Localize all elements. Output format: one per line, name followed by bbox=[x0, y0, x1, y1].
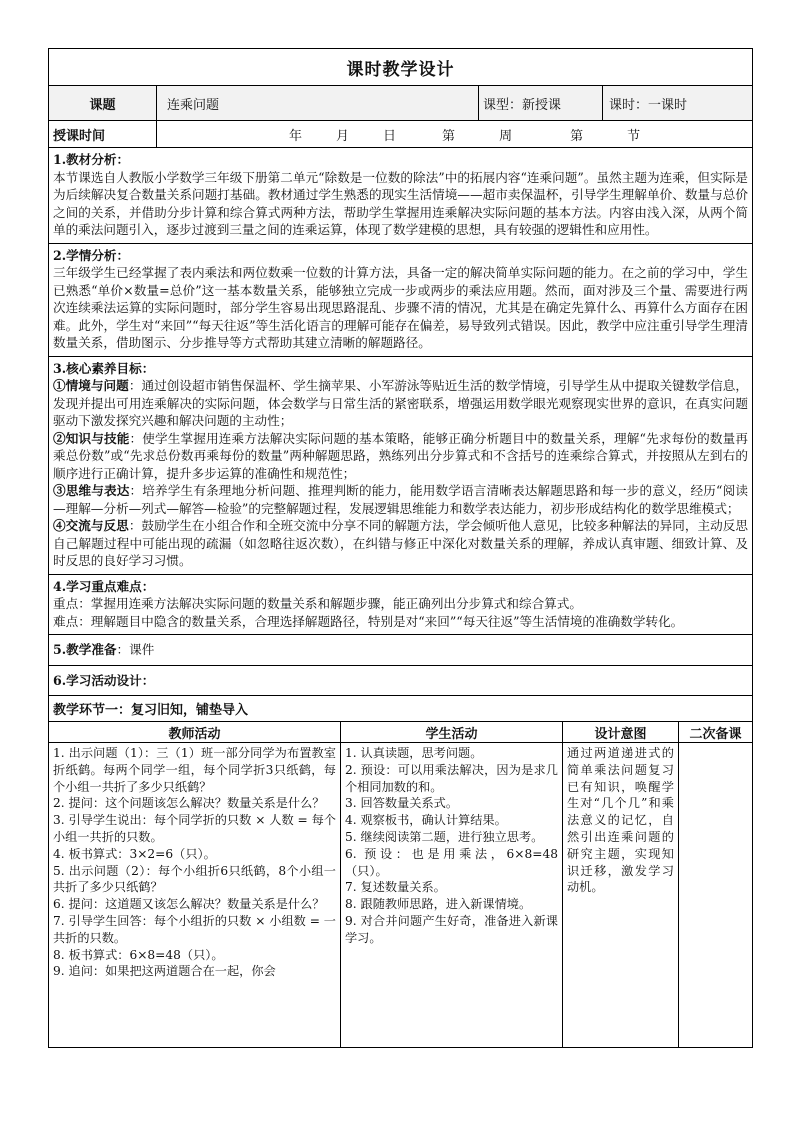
time-year: 年 bbox=[289, 128, 303, 144]
time-period-prefix: 第 bbox=[570, 128, 584, 144]
section-body: ：课件 bbox=[116, 642, 155, 657]
page-title: 课时教学设计 bbox=[49, 49, 753, 86]
lesson-plan bbox=[48, 48, 752, 1048]
goal-body: ：使学生掌握用连乘方法解决实际问题的基本策略，能够正确分析题目中的数量关系，理解“先求每份的数量再乘总份数”或“先求总份数再乘每份的数量”两种解题思路，熟练列出分步算式和不含括号的连乘综合算式，并按照从左到右的顺序进行正确计算，提升多步运算的准确性和规范性； bbox=[53, 430, 748, 481]
section-title: 3.核心素养目标： bbox=[53, 360, 155, 376]
goal-item bbox=[53, 377, 748, 430]
section-key-points bbox=[49, 574, 753, 635]
col-header-second: 二次备课 bbox=[679, 722, 753, 743]
time-field bbox=[157, 121, 753, 148]
teacher-activity-cell bbox=[49, 743, 341, 1048]
teacher-step: 3. 引导学生说出：每个同学折的只数 × 人数 = 每个小组一共折的只数。 bbox=[53, 813, 336, 844]
lesson-hours: 课时：一课时 bbox=[603, 86, 753, 121]
topic-label: 课题 bbox=[49, 86, 157, 121]
activity-stage-title: 教学环节一：复习旧知，铺垫导入 bbox=[49, 696, 753, 722]
teacher-step: 2. 提问：这个问题该怎么解决？数量关系是什么？ bbox=[53, 796, 325, 811]
goal-title: ①情境与问题 bbox=[53, 378, 129, 393]
teacher-step: 4. 板书算式：3×2=6（只）。 bbox=[53, 846, 216, 861]
student-step: 4. 观察板书，确认计算结果。 bbox=[345, 813, 507, 828]
col-header-teacher: 教师活动 bbox=[49, 722, 341, 743]
lesson-type: 课型：新授课 bbox=[479, 86, 603, 121]
time-period: 节 bbox=[627, 128, 641, 144]
teacher-step: 5. 出示问题（2）：每个小组折6只纸鹤，8个小组一共折了多少只纸鹤？ bbox=[53, 863, 336, 895]
goal-title: ②知识与技能 bbox=[53, 430, 130, 446]
student-step: 9. 对合并问题产生好奇，准备进入新课学习。 bbox=[345, 913, 558, 945]
key-point: 重点：掌握用连乘方法解决实际问题的数量关系和解题步骤，能正确列出分步算式和综合算式。 bbox=[53, 596, 582, 611]
teacher-step: 1. 出示问题（1）：三（1）班一部分同学为布置教室折纸鹤。每两个同学一组，每个同学折3只纸鹤，每个小组一共折了多少只纸鹤？ bbox=[53, 746, 336, 794]
time-week: 周 bbox=[499, 128, 513, 144]
time-month: 月 bbox=[336, 128, 350, 144]
section-title: 1.教材分析： bbox=[53, 152, 130, 167]
goal-item bbox=[53, 430, 748, 483]
teacher-step: 8. 板书算式：6×8=48（只）。 bbox=[53, 947, 224, 962]
goal-body: ：培养学生有条理地分析问题、推理判断的能力，能用数学语言清晰表达解题思路和每一步的意义，经历“阅读—理解—分析—列式—解答—检验”的完整解题过程，发展逻辑思维能力和数学表达能力，初步形成结构化的数学思维模式； bbox=[53, 483, 748, 516]
col-header-intent: 设计意图 bbox=[563, 722, 679, 743]
lesson-plan-table bbox=[48, 48, 753, 1048]
section-student-analysis bbox=[49, 243, 753, 356]
section-textbook-analysis bbox=[49, 148, 753, 244]
topic-value: 连乘问题 bbox=[157, 86, 479, 121]
goal-body: ：鼓励学生在小组合作和全班交流中分享不同的解题方法，学会倾听他人意见，比较多种解法的异同，主动反思自己解题过程中可能出现的疏漏（如忽略往返次数），在纠错与修正中深化对数量关系的理解，养成认真审题、细致计算、及时反思的良好学习习惯。 bbox=[53, 518, 749, 568]
section-title: 6.学习活动设计： bbox=[53, 672, 155, 688]
time-day: 日 bbox=[383, 128, 397, 144]
goal-item bbox=[53, 517, 748, 570]
student-step: 6. 预设：也是用乘法，6×8=48（只）。 bbox=[345, 846, 558, 878]
student-activity-cell bbox=[341, 743, 563, 1048]
section-body: 三年级学生已经掌握了表内乘法和两位数乘一位数的计算方法，具备一定的解决简单实际问题的能力。在之前的学习中，学生已熟悉“单价×数量=总价”这一基本数量关系，能够独立完成一步或两步的乘法应用题。然而，面对涉及三个量、需要进行两次连续乘法运算的实际问题时，部分学生容易出现思路混乱、步骤不清的情况，尤其是在确定先算什么、再算什么方面存在困难。此外，学生对“来回”“每天往返”等生活化语言的理解可能存在偏差，易导致列式错误。因此，教学中应注重引导学生理清数量关系，借助图示、分步推导等方式帮助其建立清晰的解题路径。 bbox=[53, 265, 748, 350]
time-label: 授课时间 bbox=[49, 121, 157, 148]
section-title: 4.学习重点难点： bbox=[53, 578, 155, 594]
difficulty-point: 难点：理解题目中隐含的数量关系，合理选择解题路径，特别是对“来回”“每天往返”等生活情境的准确数学转化。 bbox=[53, 613, 684, 629]
time-week-prefix: 第 bbox=[442, 128, 456, 144]
student-step: 2. 预设：可以用乘法解决，因为是求几个相同加数的和。 bbox=[345, 762, 558, 794]
student-step: 8. 跟随教师思路，进入新课情境。 bbox=[345, 897, 532, 912]
section-activity-design bbox=[49, 665, 753, 696]
section-body: 本节课选自人教版小学数学三年级下册第二单元“除数是一位数的除法”中的拓展内容“连乘问题”。虽然主题为连乘，但实际是为后续解决复合数量关系问题打基础。教材通过学生熟悉的现实生活情境——超市卖保温杯，引导学生理解单价、数量与总价之间的关系，并借助分步计算和综合算式两种方法，帮助学生掌握用连乘解决实际问题的基本方法。内容由浅入深，从两个简单的乘法问题引入，逐步过渡到三量之间的连乘运算，体现了数学建模的思想，具有较强的逻辑性和应用性。 bbox=[53, 169, 748, 237]
teacher-step: 7. 引导学生回答：每个小组折的只数 × 小组数 = 一共折的只数。 bbox=[53, 913, 336, 945]
design-intent-cell bbox=[563, 743, 679, 1048]
goal-title: ③思维与表达 bbox=[53, 483, 130, 498]
section-title: 2.学情分析： bbox=[53, 247, 130, 263]
student-step: 5. 继续阅读第二题，进行独立思考。 bbox=[345, 829, 544, 844]
design-intent-text: 通过两道递进式的简单乘法问题复习已有知识，唤醒学生对“几个几”和乘法意义的记忆，自然引出连乘问题的研究主题，实现知识迁移，激发学习动机。 bbox=[567, 746, 674, 895]
teacher-step: 6. 提问：这道题又该怎么解决？数量关系是什么？ bbox=[53, 897, 325, 912]
second-prep-cell bbox=[679, 743, 753, 1048]
teacher-step: 9. 追问：如果把这两道题合在一起，你会 bbox=[53, 964, 276, 979]
section-core-goals bbox=[49, 356, 753, 574]
goal-title: ④交流与反思 bbox=[53, 518, 129, 533]
goal-body: ：通过创设超市销售保温杯、学生摘苹果、小军游泳等贴近生活的数学情境，引导学生从中提取关键数学信息，发现并提出可用连乘解决的实际问题，体会数学与日常生活的紧密联系，增强运用数学眼光观察现实世界的意识，在真实问题驱动下激发探究兴趣和解决问题的主动性； bbox=[53, 378, 749, 428]
student-step: 7. 复述数量关系。 bbox=[345, 880, 446, 895]
student-step: 1. 认真读题，思考问题。 bbox=[345, 746, 483, 760]
section-preparation bbox=[49, 635, 753, 666]
col-header-student: 学生活动 bbox=[341, 722, 563, 743]
student-step: 3. 回答数量关系式。 bbox=[345, 796, 459, 811]
goal-item bbox=[53, 482, 748, 517]
section-title: 5.教学准备 bbox=[53, 642, 117, 657]
